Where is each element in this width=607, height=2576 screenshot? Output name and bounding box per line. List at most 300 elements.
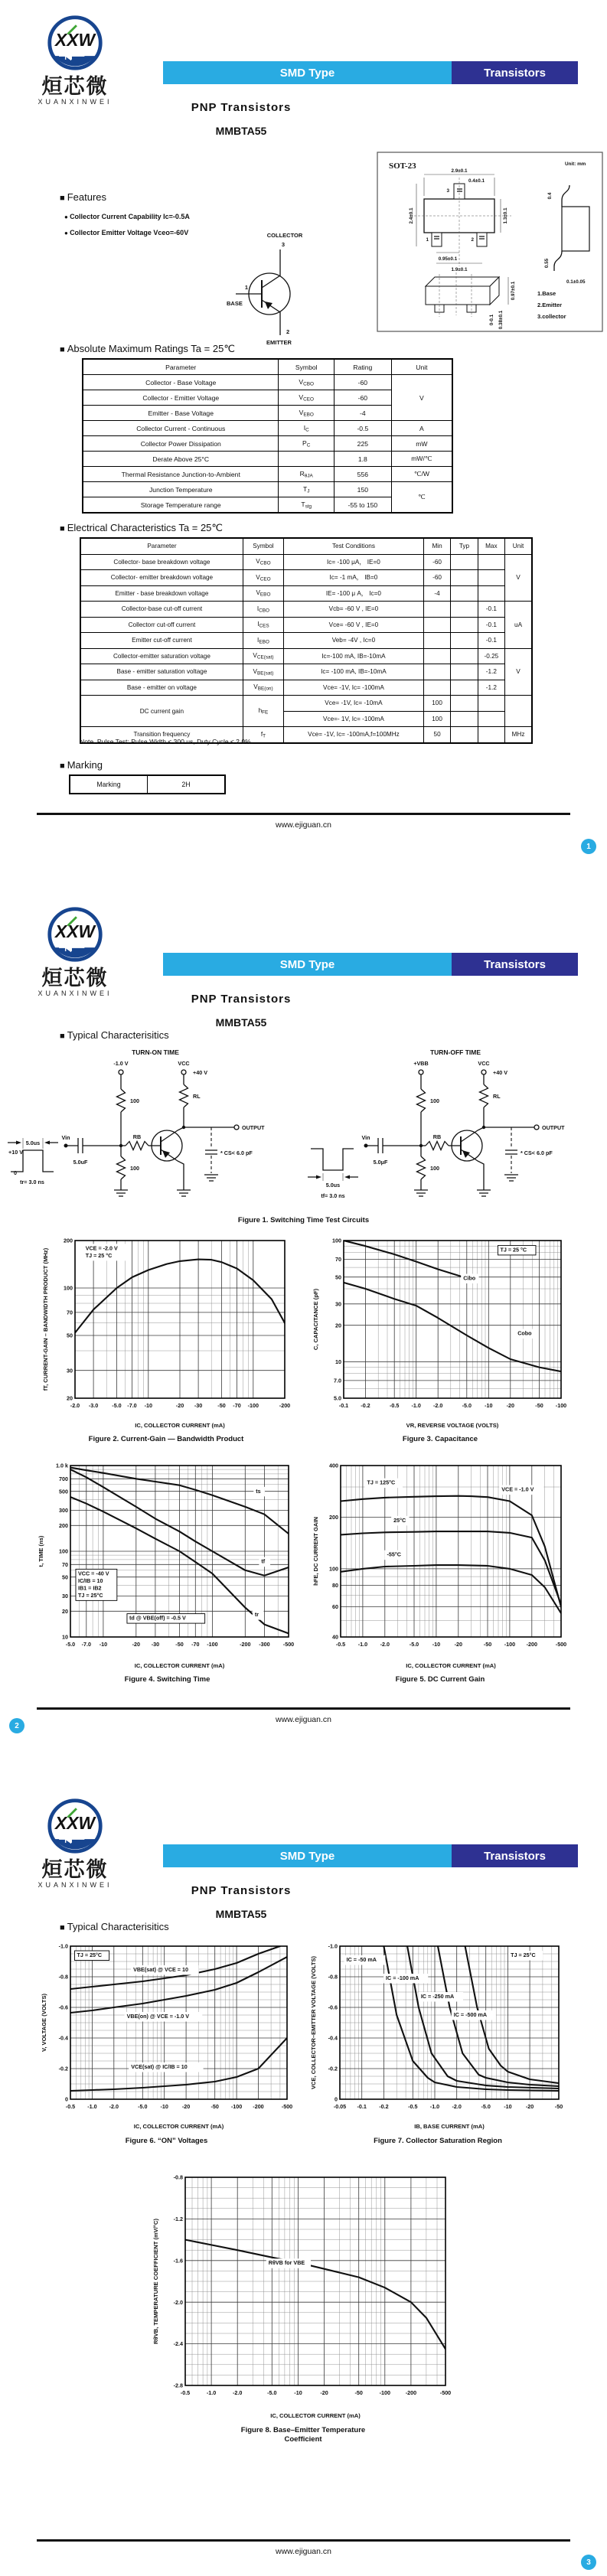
svg-text:IB, BASE CURRENT (mA): IB, BASE CURRENT (mA) [414,2123,485,2130]
svg-text:2.9±0.1: 2.9±0.1 [451,168,468,174]
svg-text:1.Base: 1.Base [537,290,556,297]
page-3 [0,1783,607,2576]
svg-text:IC/IB = 10: IC/IB = 10 [77,1577,103,1584]
svg-text:-200: -200 [253,2103,264,2110]
company-name-en: XUANXINWEI [38,990,113,998]
figure-5-caption: Figure 5. DC Current Gain [395,1675,485,1684]
svg-text:TURN-OFF TIME: TURN-OFF TIME [429,1048,481,1056]
svg-text:-200: -200 [240,1641,251,1648]
transistor-symbol-drawing [222,230,337,346]
svg-text:+VBB: +VBB [413,1060,429,1067]
figure-4-chart [35,1459,299,1676]
svg-text:-7.0: -7.0 [127,1402,137,1409]
company-name-cn: 烜芯微 [41,967,109,990]
svg-text:-200: -200 [526,1641,537,1648]
svg-text:Vin: Vin [61,1134,70,1141]
svg-text:VBE(on) @ VCE = -1.0 V: VBE(on) @ VCE = -1.0 V [126,2013,190,2020]
svg-text:-5.0: -5.0 [481,2103,491,2110]
svg-text:-10: -10 [504,2103,512,2110]
svg-text:C, CAPACITANCE (pF): C, CAPACITANCE (pF) [312,1288,319,1351]
svg-text:-5.0: -5.0 [462,1402,472,1409]
figure-4-caption: Figure 4. Switching Time [124,1675,210,1684]
svg-text:40: 40 [332,1633,338,1641]
svg-text:-200: -200 [405,2389,417,2396]
svg-text:-0.6: -0.6 [58,2004,68,2011]
svg-text:-0.8: -0.8 [58,1973,68,1981]
svg-text:-20: -20 [320,2389,328,2396]
table-row: Collector- base breakdown voltage $V_{CBO}$ Ic= -100 μA， IE=0 -60 V [80,554,532,570]
table-row: Base - emitter on voltage $V_{BE(on)}$ Vce= -1V, Ic= -100mA -1.2 [80,680,532,696]
part-number: MMBTA55 [215,1016,267,1029]
svg-text:-0.2: -0.2 [361,1402,370,1409]
svg-text:VCC: VCC [178,1060,190,1067]
typical-characteristics-heading: ■ Typical Characterisitics [60,1029,169,1041]
svg-text:0.4±0.1: 0.4±0.1 [468,178,485,184]
svg-text:-7.0: -7.0 [81,1641,91,1648]
svg-text:20: 20 [335,1322,341,1329]
svg-text:COLLECTOR: COLLECTOR [266,232,303,239]
feature-item: ● Collector Current Capability Ic=-0.5A [64,213,190,220]
table-row: Junction Temperature $T_J$ 150 ℃ [83,482,452,497]
svg-text:-5.0: -5.0 [112,1402,122,1409]
svg-text:100: 100 [59,1547,68,1555]
svg-text:-3.0: -3.0 [88,1402,99,1409]
svg-text:IC, COLLECTOR CURRENT (mA): IC, COLLECTOR CURRENT (mA) [134,1662,225,1669]
svg-text:10: 10 [62,1633,68,1641]
svg-text:VCC: VCC [478,1060,490,1067]
banner-smd-type: SMD Type [163,1844,452,1867]
svg-text:1: 1 [426,237,429,243]
svg-text:-0.5: -0.5 [390,1402,400,1409]
table-row: Storage Temperature range $T_{stg}$ -55 to 150 [83,497,452,514]
svg-text:TJ = 25°C: TJ = 25°C [77,1952,103,1958]
table-row: DC current gain $h_{FE}$ Vce= -1V, Ic= -10mA 100 [80,696,532,712]
svg-text:-1.0: -1.0 [357,1641,368,1648]
svg-text:tf: tf [261,1557,266,1565]
svg-text:30: 30 [335,1300,341,1308]
fig8-plot [150,2170,456,2422]
svg-text:-0.2: -0.2 [328,2065,338,2072]
svg-text:1.3±0.1: 1.3±0.1 [503,207,508,224]
marking-label: Marking [70,775,148,794]
svg-text:5.0: 5.0 [334,1394,341,1402]
svg-text:VCE(sat) @ IC/IB = 10: VCE(sat) @ IC/IB = 10 [131,2063,188,2070]
page-number-badge: 3 [581,2555,596,2570]
typical-characteristics-heading: ■ Typical Characterisitics [60,1921,169,1932]
circuit-diagram [306,1045,601,1208]
table-row: Collector-emitter saturation voltage $V_{CE(sat)}$ Ic=-100 mA, IB=-10mA -0.25 V [80,648,532,664]
header-banner [163,61,578,84]
page-number-badge: 1 [581,839,596,854]
banner-smd-type: SMD Type [163,61,452,84]
svg-text:-50: -50 [210,2103,219,2110]
svg-text:400: 400 [329,1462,338,1469]
svg-text:VCE = -2.0 V: VCE = -2.0 V [85,1244,118,1252]
svg-text:TJ = 25°C: TJ = 25°C [511,1952,536,1958]
elec-table: Parameter Symbol Test Conditions Min Typ Max Unit Collector- base breakdown voltage $V_{CBO}$ Ic= -100 μA， IE=0 -60 V Collector- emitter breakdown voltage $V_{CEO}$ Ic= -1 mA， IB=0 -60 Emitter - base breakdown voltage $V_{EBO}$ IE= -100 μ A， Ic=0 -4 Collector-base cut-off current $I_{CBO}$ Vcb= -60 V , IE=0 -0.1 uA Collectorr cut-off current $I_{CES}$ Vce= -60 V , IE=0 -0.1 Emitter cut-off current $I_{EBO}$ Veb= -4V , Ic=0 -0.1 Collector-emitter saturation voltage $V_{CE(sat)}$ Ic=-100 mA, IB=-10mA -0.25 V Base - emitter saturation voltage $V_{BE(sat)}$ Ic= -100 mA, IB=-10mA -1.2 Base - emitter on voltage $V_{BE(on)}$ Vce= -1V, Ic= -100mA -1.2 DC current gain $h_{FE}$ Vce= -1V, Ic= -10mA 100 Vce=- 1V, Ic= -100mA 100 Transition frequency $f_T$ Vce= -1V, Ic= -100mA,f=100MHz 50 MHz [80,537,533,744]
table-row: Collector - Emitter Voltage $V_{CEO}$ -60 [83,390,452,406]
figure-2-caption: Figure 2. Current-Gain — Bandwidth Product [88,1435,244,1443]
svg-text:TURN-ON TIME: TURN-ON TIME [132,1048,179,1056]
svg-text:-0.5: -0.5 [335,1641,346,1648]
svg-text:-0.5: -0.5 [65,2103,76,2110]
svg-text:-1.0: -1.0 [87,2103,97,2110]
svg-text:-2.0: -2.0 [173,2298,183,2306]
svg-text:EMITTER: EMITTER [266,339,292,346]
table-row: Thermal Resistance Junction-to-Ambient $R_{\theta JA}$ 556 ℃/W [83,467,452,482]
svg-text:Cobo: Cobo [517,1329,532,1337]
svg-text:Vin: Vin [361,1134,370,1141]
svg-text:2.Emitter: 2.Emitter [537,302,563,308]
svg-text:tr= 3.0 ns: tr= 3.0 ns [20,1179,44,1185]
svg-text:50: 50 [67,1332,73,1339]
svg-text:3: 3 [281,241,286,248]
svg-text:RL: RL [193,1093,201,1100]
figure-7-chart [308,1940,568,2137]
svg-text:-2.0: -2.0 [70,1402,80,1409]
svg-text:-2.0: -2.0 [433,1402,443,1409]
svg-text:20: 20 [62,1607,68,1615]
svg-text:-0.2: -0.2 [58,2065,68,2072]
features-list [64,213,190,245]
package-outline-drawing [377,152,603,332]
svg-text:70: 70 [335,1256,341,1264]
svg-text:0: 0 [335,2095,338,2103]
svg-text:5.0us: 5.0us [25,1140,41,1146]
svg-text:VR, REVERSE VOLTAGE (VOLTS): VR, REVERSE VOLTAGE (VOLTS) [406,1422,499,1429]
page-number-badge: 2 [9,1718,24,1733]
svg-text:IC = -100 mA: IC = -100 mA [386,1974,419,1981]
svg-text:-500: -500 [281,2103,293,2110]
svg-text:IB1 = IB2: IB1 = IB2 [77,1584,102,1592]
svg-text:RL: RL [493,1093,501,1100]
svg-text:-30: -30 [151,1641,160,1648]
svg-text:-70: -70 [191,1641,200,1648]
transistor-symbol [222,230,337,350]
svg-text:25°C: 25°C [393,1516,406,1524]
company-name-cn: 烜芯微 [41,75,109,98]
svg-text:Unit: mm: Unit: mm [565,161,586,167]
marking-heading: ■ Marking [60,759,103,771]
fig4-plot [35,1459,299,1672]
svg-text:-0.6: -0.6 [328,2004,338,2011]
svg-text:100: 100 [430,1097,439,1104]
elec-heading: ■ Electrical Characteristics Ta = 25℃ [60,522,223,534]
svg-text:RθVB, TEMPERATURE COEFFICIENT: RθVB, TEMPERATURE COEFFICIENT (mV/°C) [152,2219,159,2344]
feature-item: ● Collector Emitter Voltage Vceo=-60V [64,229,190,236]
svg-text:-20: -20 [454,1641,462,1648]
logo-mark-icon [46,14,104,72]
svg-text:IC, COLLECTOR CURRENT (mA): IC, COLLECTOR CURRENT (mA) [406,1662,496,1669]
svg-text:-100: -100 [379,2389,390,2396]
table-row: Emitter - Base Voltage $V_{EBO}$ -4 [83,406,452,421]
svg-text:-50: -50 [175,1641,184,1648]
table-row: Emitter cut-off current $I_{EBO}$ Veb= -4V , Ic=0 -0.1 [80,633,532,649]
svg-text:-1.6: -1.6 [173,2257,183,2265]
figure-6-chart [38,1940,295,2137]
svg-text:0.1±0.05: 0.1±0.05 [566,279,586,285]
svg-text:-0.5: -0.5 [180,2389,191,2396]
svg-text:-5.0: -5.0 [267,2389,277,2396]
svg-text:-500: -500 [555,1641,567,1648]
svg-text:RB: RB [132,1133,142,1140]
svg-text:-5.0: -5.0 [138,2103,148,2110]
svg-text:V, VOLTAGE (VOLTS): V, VOLTAGE (VOLTS) [41,1993,47,2053]
svg-text:-0.4: -0.4 [328,2034,338,2042]
figure-5-chart [310,1459,570,1676]
figure-2-chart [40,1234,292,1436]
svg-text:100: 100 [430,1165,439,1172]
banner-transistors: Transistors [452,1844,578,1867]
svg-text:TJ = 125°C: TJ = 125°C [367,1479,396,1486]
turn-on-circuit [6,1045,301,1212]
svg-text:-20: -20 [175,1402,184,1409]
footer-url[interactable]: www.ejiguan.cn [276,1715,331,1724]
company-name-en: XUANXINWEI [38,98,113,106]
svg-text:60: 60 [332,1603,338,1611]
svg-text:30: 30 [67,1367,73,1374]
svg-text:VCE = -1.0 V: VCE = -1.0 V [501,1485,534,1493]
banner-transistors: Transistors [452,61,578,84]
company-logo [14,1797,136,1889]
figure-3-chart [310,1234,570,1436]
company-logo [14,905,136,997]
svg-text:100: 100 [329,1565,338,1573]
svg-text:IC = -500 mA: IC = -500 mA [453,2011,488,2018]
svg-text:-0.05: -0.05 [333,2103,347,2110]
header-banner [163,1844,578,1867]
part-number: MMBTA55 [215,125,267,137]
svg-text:1.9±0.1: 1.9±0.1 [451,267,468,272]
abs-max-table: Parameter Symbol Rating Unit Collector - Base Voltage $V_{CBO}$ -60 V Collector - Emitter Voltage $V_{CEO}$ -60 Emitter - Base Voltage $V_{EBO}$ -4 Collector Current - Continuous $I_C$ -0.5 A Collector Power Dissipation $P_C$ 225 mW Derate Above 25°C 1.8 mW/℃ Thermal Resistance Junction-to-Ambient $R_{\theta JA}$ 556 ℃/W Junction Temperature $T_J$ 150 ℃ Storage Temperature range $T_{stg}$ -55 to 150 [82,358,453,514]
svg-text:VBE(sat) @ VCE = 10: VBE(sat) @ VCE = 10 [133,1966,188,1973]
svg-text:-10: -10 [99,1641,108,1648]
svg-text:1: 1 [244,284,249,291]
svg-text:30: 30 [62,1593,68,1600]
figure-6-caption: Figure 6. “ON” Voltages [125,2137,208,2145]
svg-text:0.55: 0.55 [544,258,550,269]
svg-text:TJ = 25°C: TJ = 25°C [77,1591,103,1599]
svg-text:+40 V: +40 V [493,1069,507,1076]
footer-rule [37,813,570,815]
svg-text:-10: -10 [485,1402,493,1409]
svg-text:BASE: BASE [227,300,243,307]
svg-text:-1.2: -1.2 [173,2216,183,2222]
svg-text:OUTPUT: OUTPUT [242,1124,265,1131]
table-row: Derate Above 25°C 1.8 mW/℃ [83,452,452,467]
svg-text:20: 20 [67,1394,73,1402]
page-1 [0,0,607,892]
svg-text:-20: -20 [525,2103,534,2110]
svg-text:IC = -250 mA: IC = -250 mA [420,1993,455,2000]
svg-text:50: 50 [335,1273,341,1281]
svg-text:ts: ts [256,1487,261,1495]
svg-text:-50: -50 [483,1641,492,1648]
svg-text:-2.8: -2.8 [173,2382,183,2389]
svg-text:0: 0 [14,1169,17,1176]
footer-url[interactable]: www.ejiguan.cn [276,2547,331,2556]
svg-text:-50: -50 [217,1402,226,1409]
svg-text:tf= 3.0 ns: tf= 3.0 ns [321,1192,345,1199]
banner-smd-type: SMD Type [163,953,452,976]
svg-text:-0.4: -0.4 [58,2034,68,2042]
svg-text:-2.0: -2.0 [233,2389,243,2396]
svg-text:3.collector: 3.collector [537,313,566,320]
figure-8-chart [150,2170,456,2426]
svg-text:200: 200 [64,1237,73,1244]
svg-text:-10: -10 [432,1641,441,1648]
svg-text:700: 700 [59,1475,68,1482]
figure-3-caption: Figure 3. Capacitance [402,1435,478,1443]
doc-subtitle: PNP Transistors [191,101,292,114]
fig5-plot [310,1459,570,1672]
svg-text:-0.8: -0.8 [328,1973,338,1981]
svg-text:-30: -30 [194,1402,203,1409]
table-row: Collector - Base Voltage $V_{CBO}$ -60 V [83,375,452,390]
svg-text:70: 70 [62,1560,68,1568]
turn-off-circuit [306,1045,601,1212]
svg-text:0.97±0.1: 0.97±0.1 [511,281,516,301]
features-heading: ■ Features [60,191,106,203]
svg-text:-200: -200 [279,1402,291,1409]
company-name-en: XUANXINWEI [38,1881,113,1890]
svg-text:-20: -20 [132,1641,140,1648]
svg-text:2: 2 [286,328,290,335]
svg-text:0.4: 0.4 [547,192,553,200]
svg-text:fT, CURRENT-GAIN – BANDWIDTH P: fT, CURRENT-GAIN – BANDWIDTH PRODUCT (MHz) [42,1247,49,1391]
company-name-cn: 烜芯微 [41,1858,109,1881]
figure-1-caption: Figure 1. Switching Time Test Circuits [237,1216,370,1224]
svg-text:-70: -70 [233,1402,241,1409]
svg-text:2.4±0.1: 2.4±0.1 [409,207,414,224]
part-number: MMBTA55 [215,1908,267,1920]
svg-text:-2.0: -2.0 [452,2103,462,2110]
svg-text:-1.0: -1.0 [411,1402,421,1409]
logo-mark-icon [46,1797,104,1855]
svg-text:7.0: 7.0 [334,1377,341,1384]
svg-text:VCE, COLLECTOR–EMITTER VOLTAGE: VCE, COLLECTOR–EMITTER VOLTAGE (VOLTS) [310,1955,317,2090]
svg-text:5.0us: 5.0us [325,1182,341,1189]
svg-text:-0.8: -0.8 [173,2173,183,2181]
svg-text:-1.0: -1.0 [429,2103,440,2110]
table-row: Vce=- 1V, Ic= -100mA 100 [80,711,532,727]
table-row: Collector Power Dissipation $P_C$ 225 mW [83,436,452,452]
svg-text:-1.0: -1.0 [328,1942,338,1950]
svg-text:td @ VBE(off) = -0.5 V: td @ VBE(off) = -0.5 V [129,1614,186,1622]
svg-text:-1.0 V: -1.0 V [113,1060,129,1067]
svg-text:VCC = -40 V: VCC = -40 V [77,1570,109,1577]
svg-text:-500: -500 [439,2389,452,2396]
svg-text:SOT-23: SOT-23 [389,161,416,171]
svg-text:50: 50 [62,1573,68,1581]
table-row: Transition frequency $f_T$ Vce= -1V, Ic= -100mA,f=100MHz 50 MHz [80,727,532,743]
svg-text:Cibo: Cibo [463,1274,476,1282]
footer-url[interactable]: www.ejiguan.cn [276,820,331,830]
svg-text:-20: -20 [181,2103,191,2110]
svg-text:-10: -10 [294,2389,302,2396]
table-row: Collectorr cut-off current $I_{CES}$ Vce= -60 V , IE=0 -0.1 [80,617,532,633]
table-row: Collector- emitter breakdown voltage $V_{CEO}$ Ic= -1 mA， IB=0 -60 [80,570,532,586]
figure-8-caption: Figure 8. Base–Emitter Temperature [240,2426,366,2434]
header-banner [163,953,578,976]
svg-text:RB: RB [432,1133,442,1140]
svg-text:-100: -100 [207,1641,218,1648]
svg-text:-10: -10 [160,2103,168,2110]
svg-text:-50: -50 [535,1402,543,1409]
fig6-plot [38,1940,295,2133]
svg-text:1.0 k: 1.0 k [56,1462,68,1469]
pulse-test-note: Note. Pulse Test: Pulse Width ≤ 300 us, Duty Cycle ≤ 2.0%. [80,738,253,745]
table-row: Base - emitter saturation voltage $V_{BE(sat)}$ Ic= -100 mA, IB=-10mA -1.2 [80,664,532,680]
svg-text:-100: -100 [230,2103,243,2110]
svg-text:-20: -20 [506,1402,514,1409]
fig7-plot [308,1940,568,2133]
svg-text:OUTPUT: OUTPUT [542,1124,565,1131]
svg-text:-0.5: -0.5 [408,2103,418,2110]
svg-text:XXW: XXW [55,29,95,50]
svg-text:-100: -100 [247,1402,259,1409]
svg-text:500: 500 [59,1488,68,1495]
svg-text:TJ = 25 °C: TJ = 25 °C [500,1246,527,1254]
page-2 [0,892,607,1783]
svg-text:-500: -500 [282,1641,295,1648]
svg-text:IC, COLLECTOR CURRENT (mA): IC, COLLECTOR CURRENT (mA) [270,2412,361,2419]
svg-text:-50: -50 [354,2389,363,2396]
svg-text:IC, COLLECTOR CURRENT (mA): IC, COLLECTOR CURRENT (mA) [133,2123,224,2130]
figure-8-caption-line2: Coefficient [284,2435,322,2444]
company-logo [14,14,136,106]
svg-text:RθVB for VBE: RθVB for VBE [268,2259,305,2267]
svg-text:100: 100 [130,1165,139,1172]
banner-transistors: Transistors [452,953,578,976]
doc-subtitle: PNP Transistors [191,1884,292,1897]
svg-text:t, TIME (ns): t, TIME (ns) [38,1535,44,1567]
svg-text:* CS< 6.0 pF: * CS< 6.0 pF [521,1149,553,1156]
marking-value: 2H [148,775,226,794]
svg-text:IC = -50 mA: IC = -50 mA [346,1956,377,1963]
footer-rule [37,1707,570,1710]
svg-text:TJ = 25 °C: TJ = 25 °C [85,1251,113,1259]
package-drawing [377,152,603,336]
doc-subtitle: PNP Transistors [191,993,292,1006]
svg-text:-55°C: -55°C [387,1550,401,1558]
svg-text:100: 100 [64,1284,73,1292]
table-row: Collector-base cut-off current $I_{CBO}$ Vcb= -60 V , IE=0 -0.1 uA [80,602,532,618]
svg-text:-5.0: -5.0 [409,1641,419,1648]
svg-text:0: 0 [65,2095,68,2103]
svg-text:-2.4: -2.4 [173,2340,183,2348]
svg-text:tr: tr [254,1611,259,1619]
svg-text:0.38±0.1: 0.38±0.1 [498,310,504,330]
svg-text:-0.2: -0.2 [379,2103,389,2110]
svg-text:10: 10 [335,1358,341,1365]
table-row: Emitter - base breakdown voltage $V_{EBO}$ IE= -100 μ A， Ic=0 -4 [80,585,532,602]
svg-text:70: 70 [67,1309,73,1316]
svg-text:80: 80 [332,1582,338,1590]
svg-text:-2.0: -2.0 [380,1641,390,1648]
svg-text:5.0μF: 5.0μF [373,1159,388,1166]
svg-text:-300: -300 [259,1641,270,1648]
svg-text:5.0uF: 5.0uF [73,1159,88,1166]
svg-text:* CS< 6.0 pF: * CS< 6.0 pF [220,1149,253,1156]
abs-max-heading: ■ Absolute Maximum Ratings Ta = 25℃ [60,343,235,355]
svg-text:-1.0: -1.0 [58,1942,68,1950]
svg-text:-50: -50 [554,2103,563,2110]
fig3-plot [310,1234,570,1432]
svg-text:0-0.1: 0-0.1 [489,314,494,326]
svg-text:+40 V: +40 V [193,1069,207,1076]
svg-text:-5.0: -5.0 [65,1641,76,1648]
